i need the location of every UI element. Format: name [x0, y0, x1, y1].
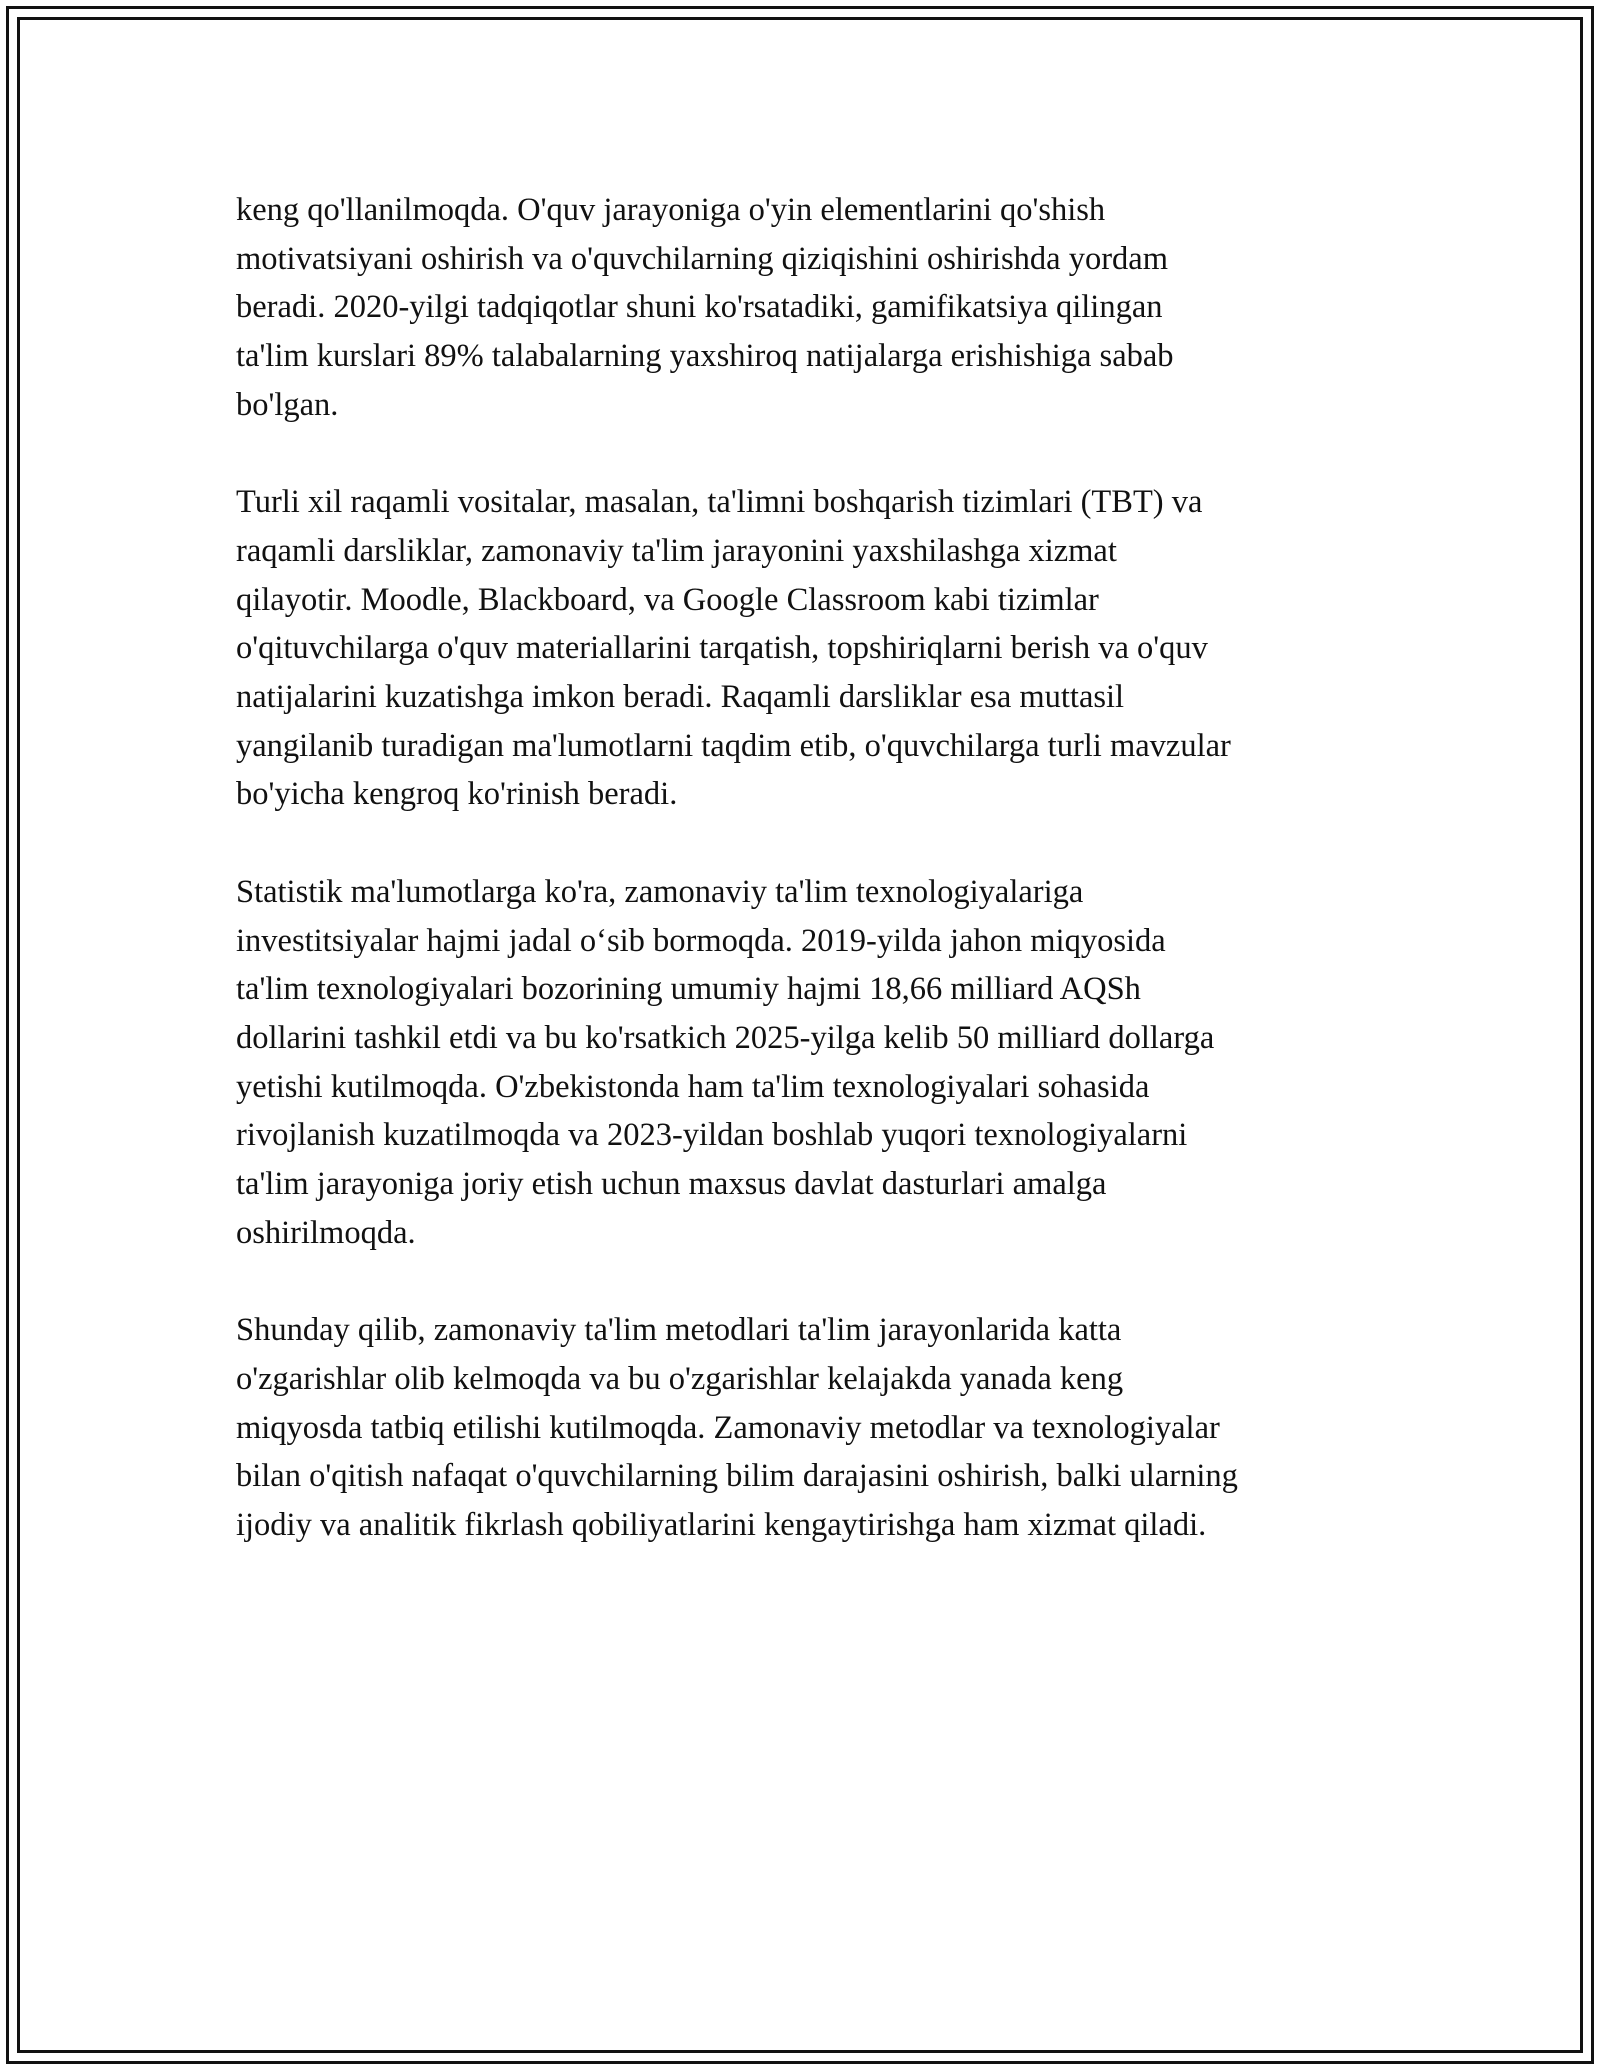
text-line: dollarini tashkil etdi va bu ko'rsatkich 2025-yilga kelib 50 milliard dollarga [236, 1019, 1215, 1056]
paragraph-4 [236, 1306, 1376, 1550]
text-line: miqyosda tatbiq etilishi kutilmoqda. Zamonaviy metodlar va texnologiyalar [236, 1409, 1220, 1446]
text-line: motivatsiyani oshirish va o'quvchilarning qiziqishini oshirishda yordam [236, 240, 1168, 277]
text-line: natijalarini kuzatishga imkon beradi. Raqamli darsliklar esa muttasil [236, 679, 1125, 716]
text-line: oshirilmoqda. [236, 1214, 416, 1251]
paragraph-1 [236, 186, 1376, 430]
text-line: ta'lim jarayoniga joriy etish uchun maxsus davlat dasturlari amalga [236, 1166, 1107, 1203]
paragraph-2 [236, 478, 1376, 819]
text-line: Turli xil raqamli vositalar, masalan, ta'limni boshqarish tizimlari (TBT) va [236, 484, 1203, 521]
text-line: keng qo'llanilmoqda. O'quv jarayoniga o'yin elementlarini qo'shish [236, 192, 1106, 228]
text-line: bilan o'qitish nafaqat o'quvchilarning bilim darajasini oshirish, balki ularning [236, 1458, 1238, 1495]
text-line: Statistik ma'lumotlarga ko'ra, zamonaviy ta'lim texnologiyalariga [236, 873, 1084, 910]
paragraph-3 [236, 868, 1376, 1258]
text-line: ta'lim texnologiyalari bozorining umumiy hajmi 18,66 milliard AQSh [236, 971, 1141, 1008]
text-line: Shunday qilib, zamonaviy ta'lim metodlari ta'lim jarayonlarida katta [236, 1312, 1122, 1349]
text-line: ta'lim kurslari 89% talabalarning yaxshiroq natijalarga erishishiga sabab [236, 338, 1174, 375]
text-line: beradi. 2020-yilgi tadqiqotlar shuni ko'rsatadiki, gamifikatsiya qilingan [236, 289, 1163, 326]
text-line: rivojlanish kuzatilmoqda va 2023-yildan boshlab yuqori texnologiyalarni [236, 1117, 1188, 1154]
text-line: yangilanib turadigan ma'lumotlarni taqdim etib, o'quvchilarga turli mavzular [236, 727, 1231, 764]
paragraph-spacer [236, 430, 1376, 479]
text-line: investitsiyalar hajmi jadal oʻsib bormoqda. 2019-yilda jahon miqyosida [236, 922, 1166, 959]
paragraph-spacer [236, 819, 1376, 868]
text-line: yetishi kutilmoqda. O'zbekistonda ham ta'lim texnologiyalari sohasida [236, 1068, 1150, 1105]
text-line: qilayotir. Moodle, Blackboard, va Google Classroom kabi tizimlar [236, 581, 1099, 618]
text-line: bo'lgan. [236, 386, 339, 423]
text-line: o'qituvchilarga o'quv materiallarini tarqatish, topshiriqlarni berish va o'quv [236, 630, 1208, 667]
text-line: o'zgarishlar olib kelmoqda va bu o'zgarishlar kelajakda yanada keng [236, 1360, 1124, 1397]
text-line: raqamli darsliklar, zamonaviy ta'lim jarayonini yaxshilashga xizmat [236, 532, 1117, 569]
paragraph-spacer [236, 1257, 1376, 1306]
document-body [236, 186, 1376, 1550]
text-line: bo'yicha kengroq ko'rinish beradi. [236, 776, 678, 813]
text-line: ijodiy va analitik fikrlash qobiliyatlarini kengaytirishga ham xizmat qiladi. [236, 1506, 1207, 1543]
